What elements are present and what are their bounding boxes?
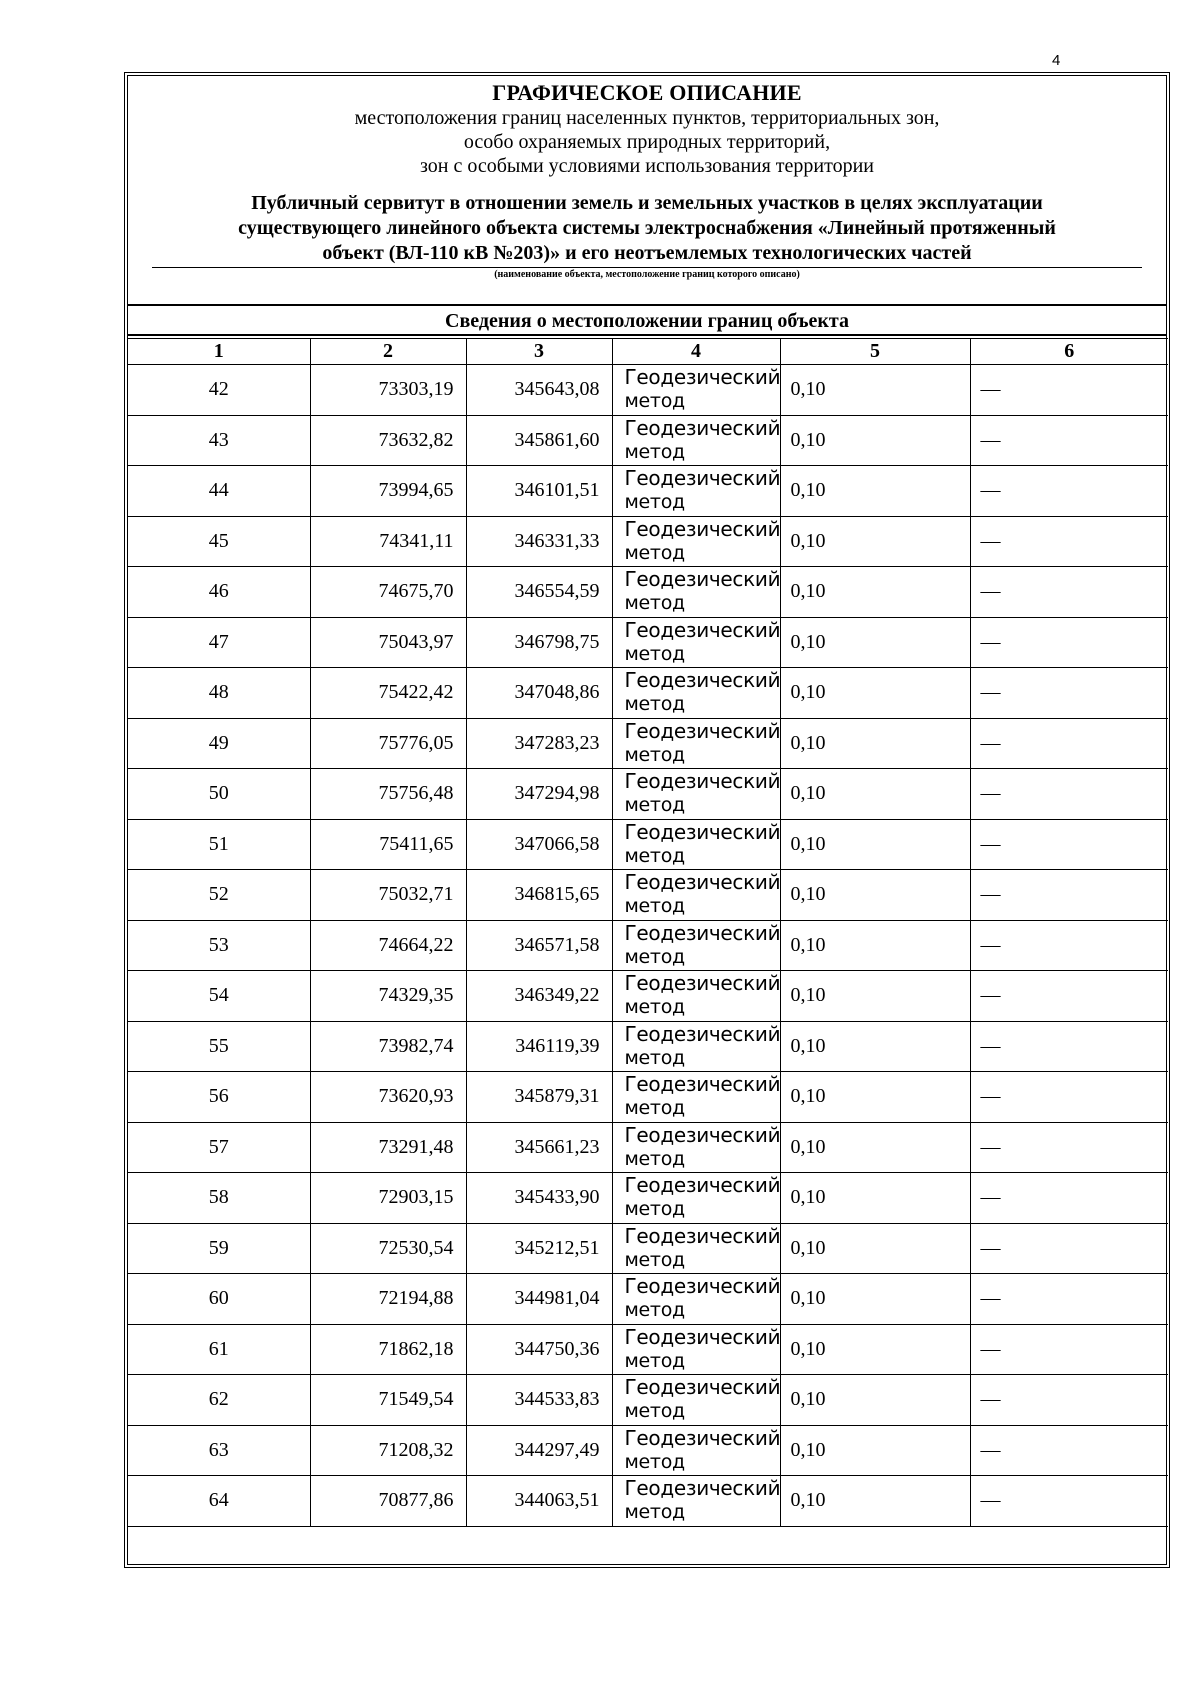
method-line: Геодезический — [624, 466, 781, 490]
table-row — [128, 769, 1168, 820]
coordinate-y: 347283,23 — [466, 718, 612, 769]
coordinate-x: 71549,54 — [310, 1375, 466, 1426]
point-number: 55 — [128, 1021, 310, 1072]
method-cell — [612, 769, 780, 820]
accuracy-value: 0,10 — [780, 971, 970, 1022]
description-value: — — [970, 1223, 1168, 1274]
coordinate-y: 346798,75 — [466, 617, 612, 668]
method-cell — [612, 1173, 780, 1224]
column-header: 4 — [612, 339, 780, 365]
column-header: 1 — [128, 339, 310, 365]
description-value: — — [970, 1375, 1168, 1426]
method-line: Геодезический — [624, 415, 781, 440]
point-number: 43 — [128, 415, 310, 466]
method-line: метод — [624, 491, 685, 513]
description-value: — — [970, 1324, 1168, 1375]
subtitle-line: местоположения границ населенных пунктов, территориальных зон, — [354, 107, 940, 129]
description-value: — — [970, 668, 1168, 719]
point-number: 63 — [128, 1425, 310, 1476]
method-line: Геодезический — [624, 1021, 781, 1046]
document-title: ГРАФИЧЕСКОЕ ОПИСАНИЕ — [492, 80, 802, 105]
description-value: — — [970, 819, 1168, 870]
description-value: — — [970, 365, 1168, 416]
coordinate-x: 71862,18 — [310, 1324, 466, 1375]
method-line: Геодезический — [624, 1223, 781, 1248]
method-cell — [612, 668, 780, 719]
table-row — [128, 466, 1168, 517]
point-number: 44 — [128, 466, 310, 517]
method-line: Геодезический — [624, 1425, 781, 1450]
method-line: метод — [624, 743, 685, 766]
point-number: 53 — [128, 920, 310, 971]
method-line: Геодезический — [624, 1122, 781, 1147]
method-line: метод — [624, 1299, 685, 1321]
coordinate-y: 345643,08 — [466, 365, 612, 416]
table-row — [128, 870, 1168, 921]
method-cell — [612, 365, 780, 416]
method-cell — [612, 971, 780, 1022]
method-line: метод — [624, 1501, 685, 1523]
method-line: Геодезический — [624, 870, 781, 894]
accuracy-value: 0,10 — [780, 516, 970, 567]
table-row — [128, 1173, 1168, 1224]
description-value: — — [970, 1476, 1168, 1527]
object-name-line: существующего линейного объекта системы электроснабжения «Линейный протяженный — [238, 217, 1056, 239]
coordinate-x: 74341,11 — [310, 516, 466, 567]
coordinates-table — [128, 338, 1168, 1527]
method-line: Геодезический — [624, 1072, 781, 1096]
accuracy-value: 0,10 — [780, 1425, 970, 1476]
method-line: метод — [624, 1046, 685, 1069]
table-row — [128, 819, 1168, 870]
coordinate-y: 344297,49 — [466, 1425, 612, 1476]
point-number: 58 — [128, 1173, 310, 1224]
table-row — [128, 1274, 1168, 1325]
accuracy-value: 0,10 — [780, 1122, 970, 1173]
method-line: метод — [624, 541, 685, 564]
method-cell — [612, 718, 780, 769]
method-line: метод — [624, 1400, 685, 1422]
object-name-line: объект (ВЛ-110 кВ №203)» и его неотъемлемых технологических частей — [322, 242, 972, 264]
table-row — [128, 365, 1168, 416]
object-name — [128, 191, 1166, 266]
table-row — [128, 617, 1168, 668]
table-row — [128, 668, 1168, 719]
coordinate-x: 75043,97 — [310, 617, 466, 668]
coordinate-x: 73303,19 — [310, 365, 466, 416]
table-row — [128, 971, 1168, 1022]
method-line: Геодезический — [624, 1375, 781, 1399]
method-line: Геодезический — [624, 920, 781, 945]
description-value: — — [970, 718, 1168, 769]
description-value: — — [970, 516, 1168, 567]
coordinate-x: 75032,71 — [310, 870, 466, 921]
method-cell — [612, 617, 780, 668]
method-cell — [612, 1122, 780, 1173]
section-title: Сведения о местоположении границ объекта — [128, 306, 1166, 336]
table-row — [128, 1072, 1168, 1123]
accuracy-value: 0,10 — [780, 1476, 970, 1527]
point-number: 50 — [128, 769, 310, 820]
point-number: 49 — [128, 718, 310, 769]
table-row — [128, 1223, 1168, 1274]
method-line: Геодезический — [624, 365, 781, 389]
coordinate-x: 73994,65 — [310, 466, 466, 517]
column-header: 3 — [466, 339, 612, 365]
method-cell — [612, 920, 780, 971]
table-row — [128, 415, 1168, 466]
method-line: Геодезический — [624, 668, 781, 692]
coordinate-y: 346101,51 — [466, 466, 612, 517]
table-row — [128, 1375, 1168, 1426]
document-frame — [124, 72, 1170, 1568]
coordinate-x: 73291,48 — [310, 1122, 466, 1173]
coordinate-x: 71208,32 — [310, 1425, 466, 1476]
column-header: 6 — [970, 339, 1168, 365]
method-line: метод — [624, 440, 685, 463]
method-line: метод — [624, 1349, 685, 1372]
coordinate-y: 346815,65 — [466, 870, 612, 921]
table-header-row — [128, 339, 1168, 365]
accuracy-value: 0,10 — [780, 1021, 970, 1072]
point-number: 42 — [128, 365, 310, 416]
description-value: — — [970, 920, 1168, 971]
table-row — [128, 1476, 1168, 1527]
point-number: 64 — [128, 1476, 310, 1527]
description-value: — — [970, 567, 1168, 618]
column-header: 2 — [310, 339, 466, 365]
point-number: 60 — [128, 1274, 310, 1325]
method-line: метод — [624, 1097, 685, 1119]
subtitle-line: особо охраняемых природных территорий, — [463, 131, 831, 153]
coordinate-y: 345661,23 — [466, 1122, 612, 1173]
description-value: — — [970, 1122, 1168, 1173]
accuracy-value: 0,10 — [780, 415, 970, 466]
method-line: метод — [624, 1248, 685, 1271]
coordinate-y: 344750,36 — [466, 1324, 612, 1375]
accuracy-value: 0,10 — [780, 617, 970, 668]
accuracy-value: 0,10 — [780, 668, 970, 719]
point-number: 61 — [128, 1324, 310, 1375]
point-number: 48 — [128, 668, 310, 719]
accuracy-value: 0,10 — [780, 365, 970, 416]
accuracy-value: 0,10 — [780, 1223, 970, 1274]
accuracy-value: 0,10 — [780, 718, 970, 769]
method-line: Геодезический — [624, 1476, 781, 1500]
accuracy-value: 0,10 — [780, 567, 970, 618]
point-number: 54 — [128, 971, 310, 1022]
method-line: Геодезический — [624, 1173, 781, 1197]
coordinate-y: 345212,51 — [466, 1223, 612, 1274]
column-header: 5 — [780, 339, 970, 365]
description-value: — — [970, 971, 1168, 1022]
accuracy-value: 0,10 — [780, 1173, 970, 1224]
coordinate-x: 75756,48 — [310, 769, 466, 820]
coordinate-x: 72903,15 — [310, 1173, 466, 1224]
method-line: Геодезический — [624, 617, 781, 642]
page-number: 4 — [1052, 52, 1061, 69]
accuracy-value: 0,10 — [780, 466, 970, 517]
description-value: — — [970, 1425, 1168, 1476]
coordinate-y: 346331,33 — [466, 516, 612, 567]
coordinate-x: 74329,35 — [310, 971, 466, 1022]
point-number: 47 — [128, 617, 310, 668]
point-number: 52 — [128, 870, 310, 921]
coordinate-y: 345879,31 — [466, 1072, 612, 1123]
coordinate-y: 344533,83 — [466, 1375, 612, 1426]
point-number: 45 — [128, 516, 310, 567]
method-line: метод — [624, 693, 685, 715]
description-value: — — [970, 1072, 1168, 1123]
coordinate-y: 345861,60 — [466, 415, 612, 466]
table-row — [128, 1425, 1168, 1476]
table-row — [128, 1122, 1168, 1173]
coordinate-y: 347294,98 — [466, 769, 612, 820]
method-line: метод — [624, 592, 685, 614]
coordinate-y: 346119,39 — [466, 1021, 612, 1072]
method-line: Геодезический — [624, 567, 781, 591]
table-row — [128, 718, 1168, 769]
accuracy-value: 0,10 — [780, 870, 970, 921]
coordinate-x: 72530,54 — [310, 1223, 466, 1274]
table-row — [128, 1324, 1168, 1375]
coordinate-x: 73620,93 — [310, 1072, 466, 1123]
description-value: — — [970, 415, 1168, 466]
accuracy-value: 0,10 — [780, 819, 970, 870]
coordinate-y: 346571,58 — [466, 920, 612, 971]
coordinate-y: 346554,59 — [466, 567, 612, 618]
object-name-line: Публичный сервитут в отношении земель и земельных участков в целях эксплуатации — [251, 192, 1043, 214]
header-block — [128, 76, 1166, 306]
object-name-underline — [152, 267, 1142, 268]
description-value: — — [970, 1173, 1168, 1224]
method-line: метод — [624, 945, 685, 968]
coordinate-x: 70877,86 — [310, 1476, 466, 1527]
accuracy-value: 0,10 — [780, 1375, 970, 1426]
description-value: — — [970, 466, 1168, 517]
point-number: 62 — [128, 1375, 310, 1426]
coordinate-x: 73632,82 — [310, 415, 466, 466]
method-line: Геодезический — [624, 718, 781, 743]
coordinate-y: 344981,04 — [466, 1274, 612, 1325]
coordinate-x: 75422,42 — [310, 668, 466, 719]
method-cell — [612, 1274, 780, 1325]
method-line: Геодезический — [624, 1324, 781, 1349]
point-number: 59 — [128, 1223, 310, 1274]
method-line: Геодезический — [624, 971, 781, 995]
method-line: Геодезический — [624, 516, 781, 541]
table-row — [128, 1021, 1168, 1072]
coordinate-y: 346349,22 — [466, 971, 612, 1022]
subtitle-line: зон с особыми условиями использования территории — [419, 155, 875, 177]
description-value: — — [970, 769, 1168, 820]
method-cell — [612, 1324, 780, 1375]
method-line: Геодезический — [624, 1274, 781, 1298]
method-line: метод — [624, 895, 685, 917]
coordinate-x: 75411,65 — [310, 819, 466, 870]
table-row — [128, 567, 1168, 618]
method-cell — [612, 516, 780, 567]
method-line: метод — [624, 1198, 685, 1220]
point-number: 56 — [128, 1072, 310, 1123]
point-number: 57 — [128, 1122, 310, 1173]
description-value: — — [970, 1274, 1168, 1325]
method-line: метод — [624, 794, 685, 816]
method-line: Геодезический — [624, 819, 781, 844]
point-number: 51 — [128, 819, 310, 870]
method-line: метод — [624, 642, 685, 665]
method-cell — [612, 567, 780, 618]
method-cell — [612, 1021, 780, 1072]
coordinate-x: 74675,70 — [310, 567, 466, 618]
coordinate-x: 74664,22 — [310, 920, 466, 971]
method-cell — [612, 466, 780, 517]
description-value: — — [970, 617, 1168, 668]
coordinate-y: 344063,51 — [466, 1476, 612, 1527]
method-line: метод — [624, 1450, 685, 1473]
method-line: метод — [624, 390, 685, 412]
accuracy-value: 0,10 — [780, 769, 970, 820]
method-cell — [612, 1425, 780, 1476]
method-cell — [612, 1072, 780, 1123]
method-cell — [612, 819, 780, 870]
coordinate-x: 75776,05 — [310, 718, 466, 769]
accuracy-value: 0,10 — [780, 1072, 970, 1123]
description-value: — — [970, 870, 1168, 921]
method-line: метод — [624, 1147, 685, 1170]
object-name-caption: (наименование объекта, местоположение границ которого описано) — [494, 269, 800, 280]
method-cell — [612, 1375, 780, 1426]
method-line: Геодезический — [624, 769, 781, 793]
table-row — [128, 920, 1168, 971]
coordinate-y: 347048,86 — [466, 668, 612, 719]
accuracy-value: 0,10 — [780, 1274, 970, 1325]
accuracy-value: 0,10 — [780, 920, 970, 971]
coordinate-x: 73982,74 — [310, 1021, 466, 1072]
coordinate-y: 345433,90 — [466, 1173, 612, 1224]
coordinate-y: 347066,58 — [466, 819, 612, 870]
method-line: метод — [624, 844, 685, 867]
coordinate-x: 72194,88 — [310, 1274, 466, 1325]
point-number: 46 — [128, 567, 310, 618]
method-cell — [612, 415, 780, 466]
method-cell — [612, 1476, 780, 1527]
description-value: — — [970, 1021, 1168, 1072]
table-row — [128, 516, 1168, 567]
method-cell — [612, 1223, 780, 1274]
accuracy-value: 0,10 — [780, 1324, 970, 1375]
method-cell — [612, 870, 780, 921]
method-line: метод — [624, 996, 685, 1018]
